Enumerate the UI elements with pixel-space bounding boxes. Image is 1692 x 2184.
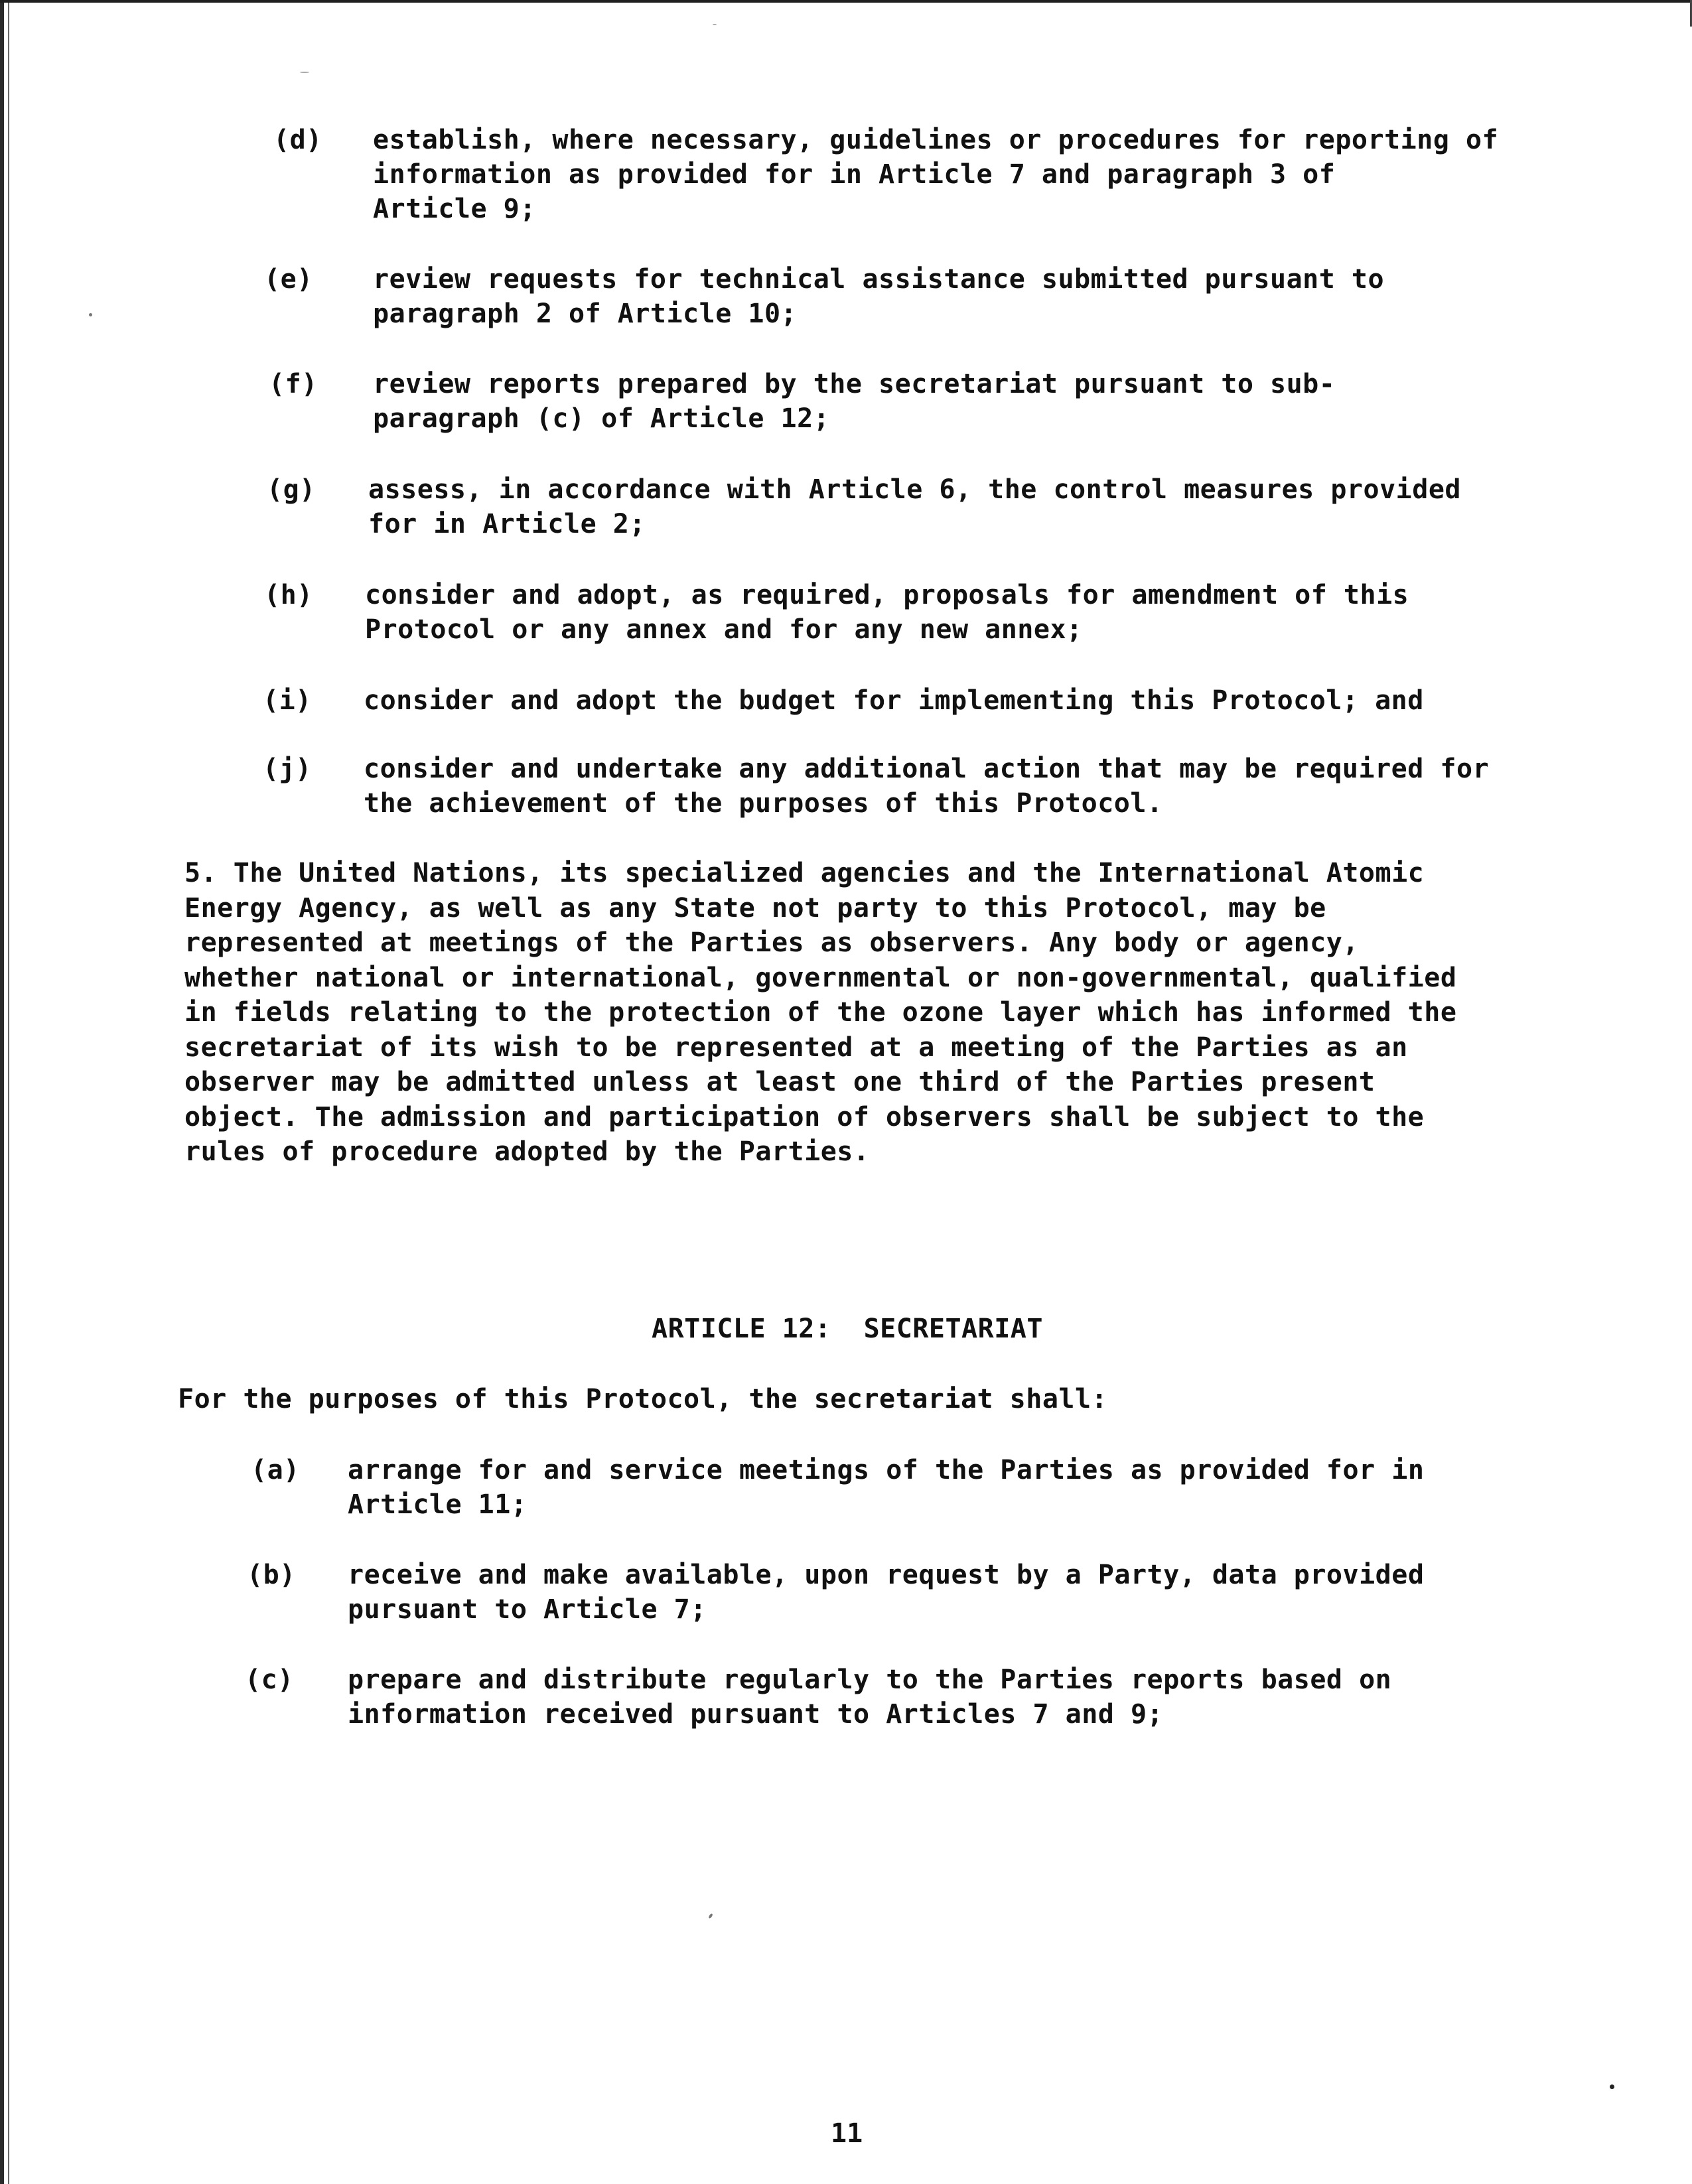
article-12-heading: ARTICLE 12: SECRETARIAT bbox=[652, 1314, 1043, 1344]
item-label: (d) bbox=[273, 125, 322, 155]
page-number: 11 bbox=[831, 2118, 863, 2149]
item-label: (i) bbox=[263, 685, 312, 716]
paragraph-5: 5. The United Nations, its specialized agencies and the International Atomic Energy Agency, as well as any State not party to this Protocol, may be represented at meetings of the Parties as observers. Any body or agency, whether national or international, governmental or non-governmental, qualified in fields relating to the protection of the ozone layer which has informed the secretariat of its wish to be represented at a meeting of the Parties as an observer may be admitted unless at least one third of the Parties present object. The admission and participation of observers shall be subject to the rules of procedure adopted by the Parties. bbox=[184, 858, 1457, 1167]
item-text: consider and adopt, as required, proposals for amendment of this Protocol or any annex and for any new annex; bbox=[365, 580, 1409, 645]
scan-speck bbox=[1610, 2084, 1614, 2089]
scan-edge-top bbox=[0, 0, 1692, 3]
scan-speck bbox=[300, 72, 309, 73]
scan-speck bbox=[89, 313, 92, 316]
item-text: arrange for and service meetings of the Parties as provided for in Article 11; bbox=[348, 1455, 1425, 1520]
item-label: (c) bbox=[245, 1665, 294, 1695]
item-text: prepare and distribute regularly to the Parties reports based on information received pursuant to Articles 7 and 9; bbox=[348, 1665, 1392, 1730]
item-text: review requests for technical assistance submitted pursuant to paragraph 2 of Article 10; bbox=[373, 264, 1385, 329]
item-text: consider and undertake any additional action that may be required for the achievement of the purposes of this Protocol. bbox=[364, 754, 1490, 819]
scan-edge-left bbox=[0, 0, 4, 2184]
item-label: (h) bbox=[264, 580, 313, 610]
scan-speck bbox=[713, 24, 717, 25]
scan-speck bbox=[708, 1913, 713, 1919]
item-label: (g) bbox=[267, 474, 316, 505]
item-label: (a) bbox=[251, 1455, 300, 1485]
item-label: (f) bbox=[269, 369, 318, 399]
item-text: consider and adopt the budget for implementing this Protocol; and bbox=[364, 685, 1424, 716]
item-text: review reports prepared by the secretariat pursuant to sub- paragraph (c) of Article 12; bbox=[373, 369, 1336, 434]
scan-edge-line bbox=[8, 0, 9, 2184]
article-12-intro: For the purposes of this Protocol, the secretariat shall: bbox=[178, 1384, 1108, 1414]
item-text: assess, in accordance with Article 6, the control measures provided for in Article 2; bbox=[368, 474, 1461, 539]
item-label: (e) bbox=[264, 264, 313, 295]
item-text: establish, where necessary, guidelines or procedures for reporting of information as provided for in Article 7 and paragraph 3 of Article 9; bbox=[373, 125, 1499, 224]
item-label: (j) bbox=[263, 754, 312, 784]
item-label: (b) bbox=[247, 1560, 296, 1590]
item-text: receive and make available, upon request by a Party, data provided pursuant to Article 7; bbox=[348, 1560, 1425, 1625]
